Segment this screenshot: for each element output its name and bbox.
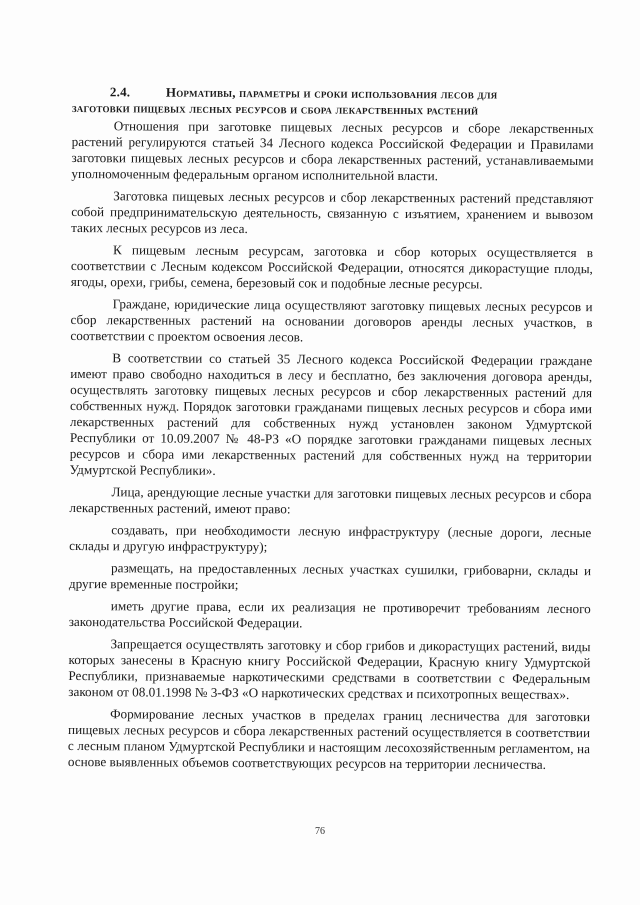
list-item: размещать, на предоставленных лесных участках сушилки, грибоварни, склады и другие временные постройки;	[68, 560, 592, 593]
page-number: 76	[315, 826, 325, 837]
paragraph: Лица, арендующие лесные участки для заготовки пищевых лесных ресурсов и сбора лекарственных растений, имеют право:	[69, 484, 592, 517]
section-title-line2: заготовки пищевых лесных ресурсов и сбора лекарственных растений	[71, 99, 479, 118]
paragraph: Граждане, юридические лица осуществляют заготовку пищевых лесных ресурсов и сбор лекарственных растений на основании договоров аренды лесных участков, в соответствии с проектом освоения лесов.	[70, 296, 593, 345]
list-item: иметь другие права, если их реализация не противоречит требованиям лесного законодательства Российской Федерации.	[68, 598, 591, 631]
paragraph: Заготовка пищевых лесных ресурсов и сбор лекарственных растений представляют собой предпринимательскую деятельность, связанную с изъятием, хранением и вывозом таких лесных ресурсов из леса.	[71, 188, 594, 237]
page-content	[68, 84, 594, 779]
section-title-part1: Нормативы, параметры и сроки использования лесов для	[165, 84, 498, 102]
paragraph: Запрещается осуществлять заготовку и сбор грибов и дикорастущих растений, виды которых занесены в Красную книгу Российской Федерации, Красную книгу Удмуртской Республики, признаваемые наркотическими средствами в соответствии с Федеральным законом от 08.01.1998 № 3-ФЗ «О наркотических средствах и психотропных веществах».	[68, 636, 591, 703]
paragraph: Отношения при заготовке пищевых лесных ресурсов и сборе лекарственных растений регулируются статьей 34 Лесного кодекса Российской Федерации и Правилами заготовки пищевых лесных ресурсов и сбора лекарственных растений, устанавливаемыми уполномоченным федеральным органом исполнительной власти.	[71, 118, 594, 184]
section-number: 2.4.	[109, 84, 131, 100]
list-item: создавать, при необходимости лесную инфраструктуру (лесные дороги, лесные склады и другую инфраструктуру);	[69, 522, 592, 555]
paragraph: Формирование лесных участков в пределах границ лесничества для заготовки пищевых лесных ресурсов и сбора лекарственных растений осуществляется в соответствии с лесным планом Удмуртской Республики и настоящим лесохозяйственным регламентом, на основе выявленных объемов соответствующих ресурсов на территории лесничества.	[67, 706, 591, 772]
section-heading	[72, 84, 594, 119]
paragraph: К пищевым лесным ресурсам, заготовка и сбор которых осуществляется в соответствии с Лесным кодексом Российской Федерации, относятся дикорастущие плоды, ягоды, орехи, грибы, семена, березовый сок и подобные лесные ресурсы.	[70, 242, 594, 292]
paragraph: В соответствии со статьей 35 Лесного кодекса Российской Федерации граждане имеют право свободно находиться в лесу и бесплатно, без заключения договора аренды, осуществлять заготовку пищевых лесных ресурсов и сбор лекарственных растений для собственных нужд. Порядок заготовки гражданами пищевых лесных ресурсов и сбора ими лекарственных растений для собственных нужд установлен законом Удмуртской Республики от 10.09.2007 № 48-РЗ «О порядке заготовки гражданами пищевых лесных ресурсов и сбора ими лекарственных растений для собственных нужд на территории Удмуртской Республики».	[69, 350, 593, 478]
